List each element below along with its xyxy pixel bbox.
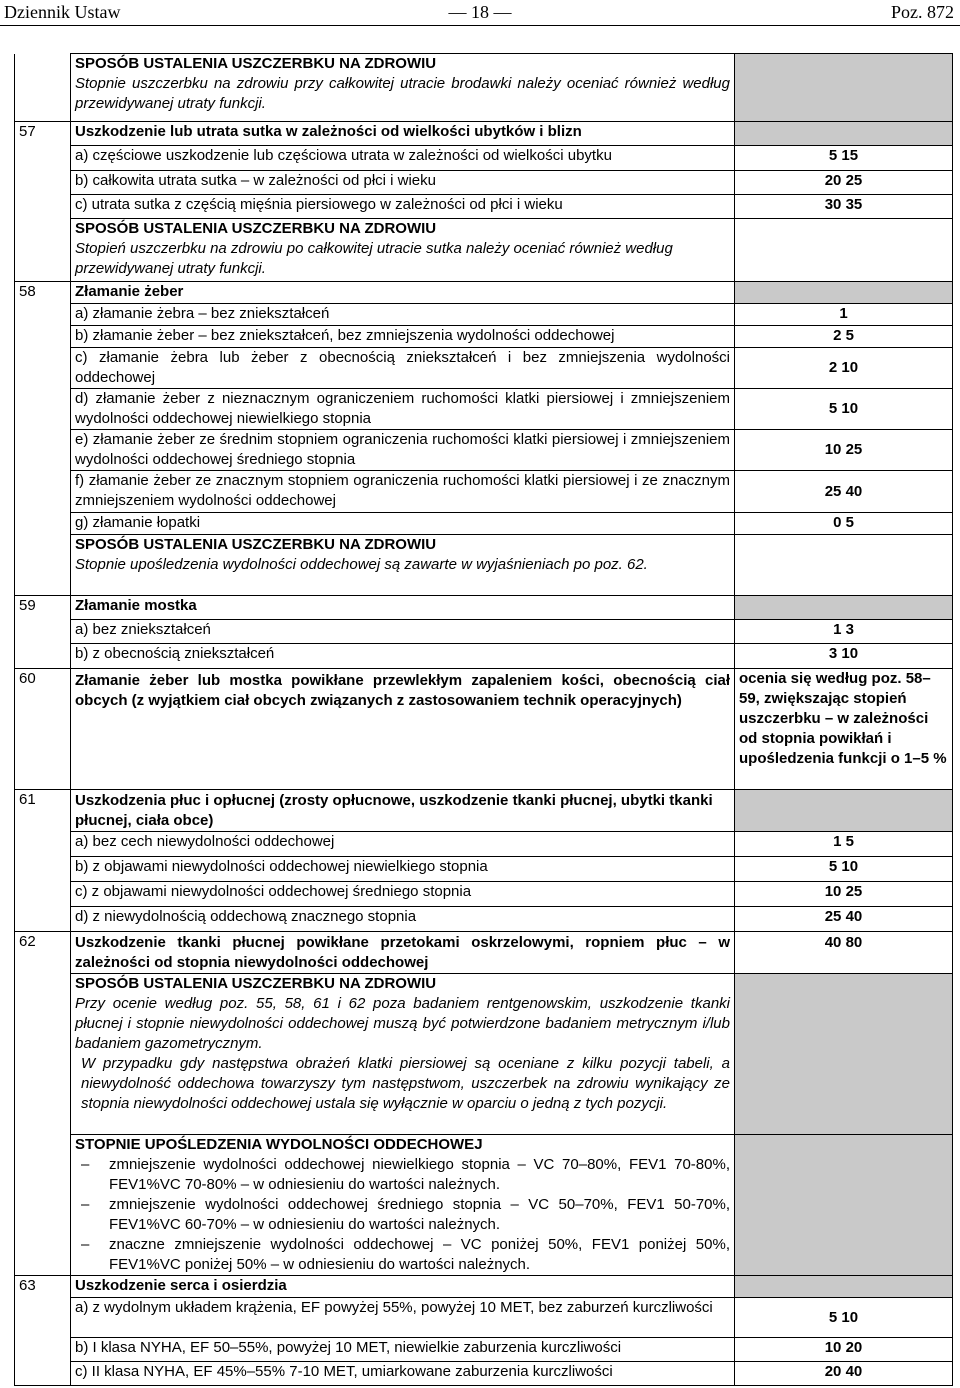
table-row: b) I klasa NYHA, EF 50–55%, powyżej 10 MET, niewielkie zaburzenia kurczliwości 10 20 — [15, 1338, 953, 1362]
table-row: d) złamanie żeber z nieznacznym ograniczeniem ruchomości klatki piersiowej i zmniejszeniem wydolności oddechowej niewielkiego stopnia 5 10 — [15, 389, 953, 430]
table-row — [15, 790, 953, 832]
entry-number: 63 — [15, 1276, 71, 1298]
table-row: a) bez cech niewydolności oddechowej 1 5 — [15, 832, 953, 857]
injury-table — [14, 53, 953, 1386]
table-row: b) z objawami niewydolności oddechowej niewielkiego stopnia 5 10 — [15, 857, 953, 882]
list-item: – znaczne zmniejszenie wydolności oddechowej – VC poniżej 50%, FEV1 poniżej 50%, FEV1%VC poniżej 50% – w odniesieniu do wartości należnych. — [81, 1236, 730, 1273]
table-row: f) złamanie żeber ze znacznym stopniem ograniczenia ruchomości klatki piersiowej i ze znacznym zmniejszeniem wydolności oddechowej 25 40 — [15, 471, 953, 513]
entry-number: 60 — [15, 669, 71, 790]
table-row: e) złamanie żeber ze średnim stopniem ograniczenia ruchomości klatki piersiowej i zmniejszeniem wydolności oddechowej średniego stopnia 10 25 — [15, 430, 953, 471]
percent-value: 1 3 — [735, 620, 953, 644]
table-row — [15, 54, 953, 122]
table-row — [15, 932, 953, 974]
percent-value: 40 80 — [735, 932, 953, 974]
percent-value: 3 10 — [735, 644, 953, 669]
percent-value: 1 5 — [735, 832, 953, 857]
page-number: — 18 — — [448, 2, 512, 22]
percent-value: 5 10 — [735, 1298, 953, 1338]
percent-value: 25 40 — [735, 907, 953, 932]
table-row — [15, 282, 953, 304]
list-item: – zmniejszenie wydolności oddechowej średniego stopnia – VC 50–70%, FEV1 50-70%, FEV1%VC 60-70% – w odniesieniu do wartości należnych. — [81, 1196, 730, 1233]
entry-title: Złamanie mostka — [71, 596, 735, 620]
percent-value: 20 40 — [735, 1362, 953, 1386]
method-note: SPOSÓB USTALENIA USZCZERBKU NA ZDROWIU Stopnie uszczerbku na zdrowiu przy całkowitej utracie brodawki należy oceniać również według przewidywanej utraty funkcji. — [71, 54, 735, 122]
percent-value: 0 5 — [735, 513, 953, 535]
percent-value: 2 5 — [735, 326, 953, 348]
table-row — [15, 974, 953, 1135]
percent-value: 5 10 — [735, 389, 953, 430]
list-item: – zmniejszenie wydolności oddechowej niewielkiego stopnia – VC 70–80%, FEV1 70-80%, FEV1%VC 70-80% – w odniesieniu do wartości należnych. — [81, 1156, 730, 1193]
entry-number: 62 — [15, 932, 71, 974]
entry-title: Uszkodzenie lub utrata sutka w zależności od wielkości ubytków i blizn — [71, 122, 735, 146]
table-row — [15, 219, 953, 282]
table-row — [15, 1135, 953, 1276]
journal-title: Dziennik Ustaw — [4, 2, 121, 22]
table-row: c) utrata sutka z częścią mięśnia piersiowego w zależności od płci i wieku 30 35 — [15, 195, 953, 219]
percent-value: 10 25 — [735, 882, 953, 907]
entry-title: Uszkodzenia płuc i opłucnej (zrosty opłucnowe, uszkodzenie tkanki płucnej, ubytki tkanki płucnej, ciała obce) — [71, 790, 735, 832]
percent-value: 5 15 — [735, 146, 953, 171]
percent-value: 20 25 — [735, 171, 953, 195]
table-row: c) złamanie żebra lub żeber z obecnością zniekształceń i bez zmniejszenia wydolności oddechowej 2 10 — [15, 348, 953, 389]
percent-value: 1 — [735, 304, 953, 326]
percent-value: 25 40 — [735, 471, 953, 513]
table-row: c) z objawami niewydolności oddechowej średniego stopnia 10 25 — [15, 882, 953, 907]
entry-title: Złamanie żeber lub mostka powikłane przewlekłym zapaleniem kości, obecnością ciał obcych (z wyjątkiem ciał obcych związanych z zastosowaniem technik operacyjnych) — [71, 669, 735, 790]
table-row: b) całkowita utrata sutka – w zależności od płci i wieku 20 25 — [15, 171, 953, 195]
table-row: a) częściowe uszkodzenie lub częściowa utrata w zależności od wielkości ubytku 5 15 — [15, 146, 953, 171]
entry-number: 57 — [15, 122, 71, 146]
position-number: Poz. 872 — [891, 2, 954, 22]
percent-value: 10 25 — [735, 430, 953, 471]
entry-title: Uszkodzenie serca i osierdzia — [71, 1276, 735, 1298]
percent-value: 5 10 — [735, 857, 953, 882]
table-row: d) z niewydolnością oddechową znacznego stopnia 25 40 — [15, 907, 953, 932]
percent-value: 30 35 — [735, 195, 953, 219]
method-note: SPOSÓB USTALENIA USZCZERBKU NA ZDROWIU Przy ocenie według poz. 55, 58, 61 i 62 poza badaniem rentgenowskim, uszkodzenie tkanki płucnej i stopnie niewydolności oddechowej muszą być potwierdzone badaniem metrycznym i/lub badaniem gazometrycznym. W przypadku gdy następstwa obrażeń klatki piersiowej są oceniane z kilku pozycji tabeli, a niewydolność oddechowa towarzyszy tym następstwom, uszczerbek na zdrowiu wynikający ze stopnia niewydolności oddechowej ustala się wyłącznie w oparciu o jedną z tych pozycji. — [71, 974, 735, 1135]
percent-value: 2 10 — [735, 348, 953, 389]
respiratory-grades: STOPNIE UPOŚLEDZENIA WYDOLNOŚCI ODDECHOWEJ – zmniejszenie wydolności oddechowej niewielkiego stopnia – VC 70–80%, FEV1 70-80%, FEV1%VC 70-80% – w odniesieniu do wartości należnych. – zmniejszenie wydolności oddechowej średniego stopnia – VC 50–70%, FEV1 50-70%, FEV1%VC 60-70% – w odniesieniu do wartości należnych. – znaczne zmniejszenie wydolności oddechowej – VC poniżej 50%, FEV1 poniżej 50%, FEV1%VC poniżej 50% – w odniesieniu do wartości należnych. — [71, 1135, 735, 1276]
table-row — [15, 535, 953, 596]
percent-value: ocenia się według poz. 58–59, zwiększając stopień uszczerbku – w zależności od stopnia powikłań i upośledzenia funkcji o 1–5 % — [735, 669, 953, 790]
table-row: g) złamanie łopatki 0 5 — [15, 513, 953, 535]
table-row: a) złamanie żebra – bez zniekształceń 1 — [15, 304, 953, 326]
table-row: a) z wydolnym układem krążenia, EF powyżej 55%, powyżej 10 MET, bez zaburzeń kurczliwości 5 10 — [15, 1298, 953, 1338]
header-rule — [0, 25, 960, 26]
table-row: a) bez zniekształceń 1 3 — [15, 620, 953, 644]
page-header — [0, 0, 960, 27]
table-row: b) złamanie żeber – bez zniekształceń, bez zmniejszenia wydolności oddechowej 2 5 — [15, 326, 953, 348]
method-note: SPOSÓB USTALENIA USZCZERBKU NA ZDROWIU Stopnie upośledzenia wydolności oddechowej są zawarte w wyjaśnieniach po poz. 62. — [71, 535, 735, 596]
table-row: b) z obecnością zniekształceń 3 10 — [15, 644, 953, 669]
entry-title: Złamanie żeber — [71, 282, 735, 304]
table-row — [15, 596, 953, 620]
method-note: SPOSÓB USTALENIA USZCZERBKU NA ZDROWIU Stopień uszczerbku na zdrowiu po całkowitej utracie sutka należy oceniać również według przewidywanej utraty funkcji. — [71, 219, 735, 282]
entry-number: 61 — [15, 790, 71, 832]
entry-title: Uszkodzenie tkanki płucnej powikłane przetokami oskrzelowymi, ropniem płuc – w zależności od stopnia niewydolności oddechowej — [71, 932, 735, 974]
percent-value: 10 20 — [735, 1338, 953, 1362]
entry-number: 59 — [15, 596, 71, 620]
table-row — [15, 1276, 953, 1298]
table-row: c) II klasa NYHA, EF 45%–55% 7-10 MET, umiarkowane zaburzenia kurczliwości 20 40 — [15, 1362, 953, 1386]
table-row — [15, 122, 953, 146]
entry-number: 58 — [15, 282, 71, 304]
table-row — [15, 669, 953, 790]
